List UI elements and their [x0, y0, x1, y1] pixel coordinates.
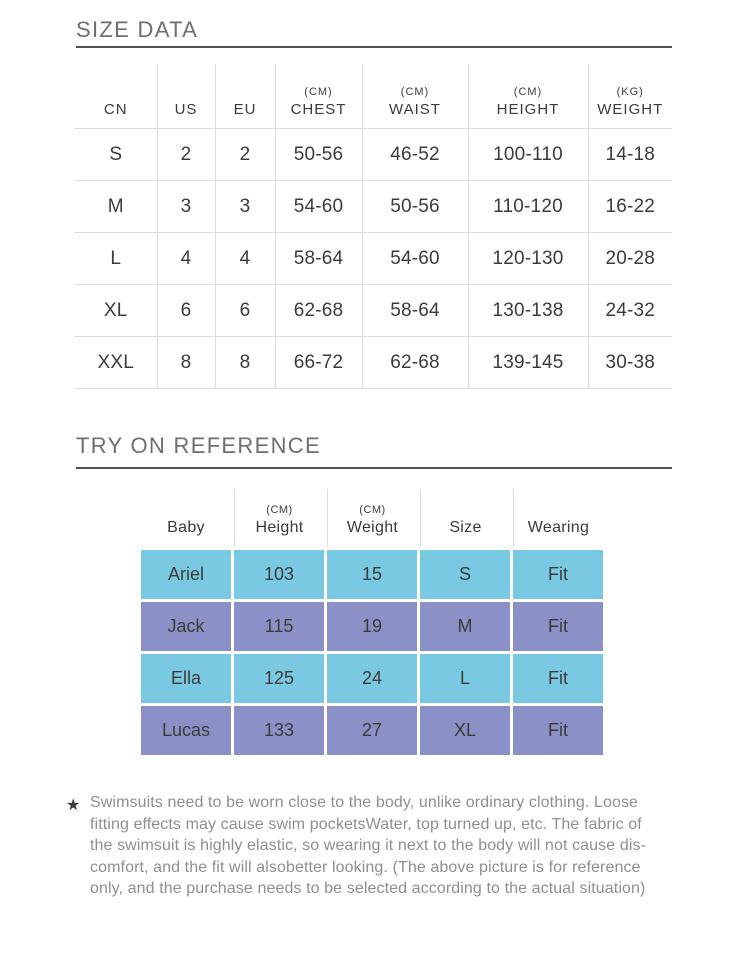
try-on-column-header-weight: [327, 489, 417, 547]
size-row: [75, 181, 672, 233]
size-data-table: [75, 64, 672, 389]
size-value-cell: 50-56: [275, 129, 362, 181]
footnote: [90, 792, 696, 900]
size-column-header-weight: [588, 64, 672, 129]
column-label: EU: [233, 101, 257, 118]
size-value-cell: 14-18: [588, 129, 672, 181]
try-on-value-cell: 103: [234, 550, 324, 599]
unit-label: (CM): [266, 504, 293, 516]
try-on-label-cell: Ariel: [141, 550, 231, 599]
column-label: Wearing: [527, 519, 590, 536]
unit-label: (CM): [304, 86, 333, 98]
size-value-cell: 110-120: [468, 181, 588, 233]
try-on-value-cell: S: [420, 550, 510, 599]
size-value-cell: 2: [157, 129, 215, 181]
size-data-title: SIZE DATA: [76, 17, 199, 42]
note-line: the swimsuit is highly elastic, so wearing it next to the body will not cause dis-: [90, 837, 647, 855]
size-label-cell: XXL: [97, 351, 134, 373]
try-on-label-cell: Ella: [141, 654, 231, 703]
size-label-cell: M: [107, 195, 124, 217]
try-on-value-cell: 19: [327, 602, 417, 651]
try-on-row: [141, 654, 603, 703]
star-icon: ★: [66, 797, 81, 814]
size-row: [75, 233, 672, 285]
size-column-header-chest: [275, 64, 362, 129]
column-label: US: [174, 101, 198, 118]
column-label: CN: [103, 101, 128, 118]
try-on-value-cell: 24: [327, 654, 417, 703]
size-value-cell: 4: [157, 233, 215, 285]
column-label: HEIGHT: [496, 101, 560, 118]
size-value-cell: 100-110: [468, 129, 588, 181]
note-line: only, and the purchase needs to be selected according to the actual situation): [90, 880, 646, 898]
try-on-value-cell: 115: [234, 602, 324, 651]
unit-label: [158, 86, 215, 99]
try-on-label-cell: Lucas: [141, 706, 231, 755]
unit-label: (CM): [400, 86, 430, 98]
size-value-cell: 24-32: [588, 285, 672, 337]
column-label: WEIGHT: [597, 101, 664, 118]
size-column-header-us: [157, 64, 215, 129]
unit-label: (CM): [359, 504, 386, 516]
try-on-value-cell: 27: [327, 706, 417, 755]
size-value-cell: 4: [215, 233, 275, 285]
size-row: [75, 129, 672, 181]
size-column-header-waist: [362, 64, 468, 129]
column-label: Weight: [346, 519, 399, 536]
try-on-value-cell: XL: [420, 706, 510, 755]
try-on-value-cell: Fit: [513, 706, 603, 755]
size-value-cell: 6: [157, 285, 215, 337]
size-column-header-eu: [215, 64, 275, 129]
try-on-value-cell: Fit: [513, 550, 603, 599]
unit-label: (KG): [616, 86, 644, 98]
column-label: Height: [255, 519, 304, 536]
size-value-cell: 20-28: [588, 233, 672, 285]
size-value-cell: 120-130: [468, 233, 588, 285]
size-data-divider: [76, 46, 672, 48]
size-value-cell: 3: [215, 181, 275, 233]
try-on-column-header-baby: [141, 489, 231, 547]
column-label: Baby: [167, 519, 205, 536]
size-value-cell: 58-64: [362, 285, 468, 337]
size-value-cell: 3: [157, 181, 215, 233]
note-line: comfort, and the fit will alsobetter looking. (The above picture is for reference: [90, 858, 641, 876]
size-column-header-cn: [75, 64, 157, 129]
size-value-cell: 62-68: [275, 285, 362, 337]
size-value-cell: 66-72: [275, 337, 362, 389]
size-value-cell: 6: [215, 285, 275, 337]
unit-label: [421, 504, 510, 517]
size-value-cell: 30-38: [588, 337, 672, 389]
try-on-value-cell: 15: [327, 550, 417, 599]
try-on-label-cell: Jack: [141, 602, 231, 651]
size-label-cell: L: [110, 247, 122, 269]
note-line: Swimsuits need to be worn close to the body, unlike ordinary clothing. Loose: [90, 794, 639, 811]
size-value-cell: 62-68: [362, 337, 468, 389]
try-on-value-cell: 133: [234, 706, 324, 755]
try-on-value-cell: L: [420, 654, 510, 703]
column-label: Size: [449, 519, 482, 536]
try-on-header-row: [141, 489, 603, 547]
size-label-cell: XL: [103, 299, 128, 321]
unit-label: [75, 86, 157, 99]
try-on-table: [138, 486, 606, 758]
size-column-header-height: [468, 64, 588, 129]
try-on-column-header-size: [420, 489, 510, 547]
size-value-cell: 54-60: [362, 233, 468, 285]
try-on-value-cell: M: [420, 602, 510, 651]
size-value-cell: 2: [215, 129, 275, 181]
try-on-column-header-height: [234, 489, 324, 547]
try-on-value-cell: 125: [234, 654, 324, 703]
size-row: [75, 337, 672, 389]
size-value-cell: 50-56: [362, 181, 468, 233]
size-value-cell: 46-52: [362, 129, 468, 181]
size-data-header-row: [75, 64, 672, 129]
try-on-value-cell: Fit: [513, 654, 603, 703]
size-value-cell: 16-22: [588, 181, 672, 233]
size-value-cell: 139-145: [468, 337, 588, 389]
size-value-cell: 58-64: [275, 233, 362, 285]
size-value-cell: 8: [157, 337, 215, 389]
unit-label: [141, 504, 231, 517]
size-value-cell: 8: [215, 337, 275, 389]
size-value-cell: 130-138: [468, 285, 588, 337]
unit-label: [514, 504, 603, 517]
size-value-cell: 54-60: [275, 181, 362, 233]
size-row: [75, 285, 672, 337]
try-on-title: TRY ON REFERENCE: [76, 433, 321, 458]
size-label-cell: S: [109, 143, 123, 165]
try-on-column-header-wearing: [513, 489, 603, 547]
try-on-row: [141, 706, 603, 755]
try-on-divider: [76, 467, 672, 469]
column-label: CHEST: [290, 101, 347, 118]
try-on-row: [141, 602, 603, 651]
note-line: fitting effects may cause swim pocketsWater, top turned up, etc. The fabric of: [90, 815, 642, 833]
try-on-row: [141, 550, 603, 599]
unit-label: [216, 86, 275, 99]
unit-label: (CM): [513, 86, 543, 98]
column-label: WAIST: [389, 101, 441, 118]
try-on-value-cell: Fit: [513, 602, 603, 651]
